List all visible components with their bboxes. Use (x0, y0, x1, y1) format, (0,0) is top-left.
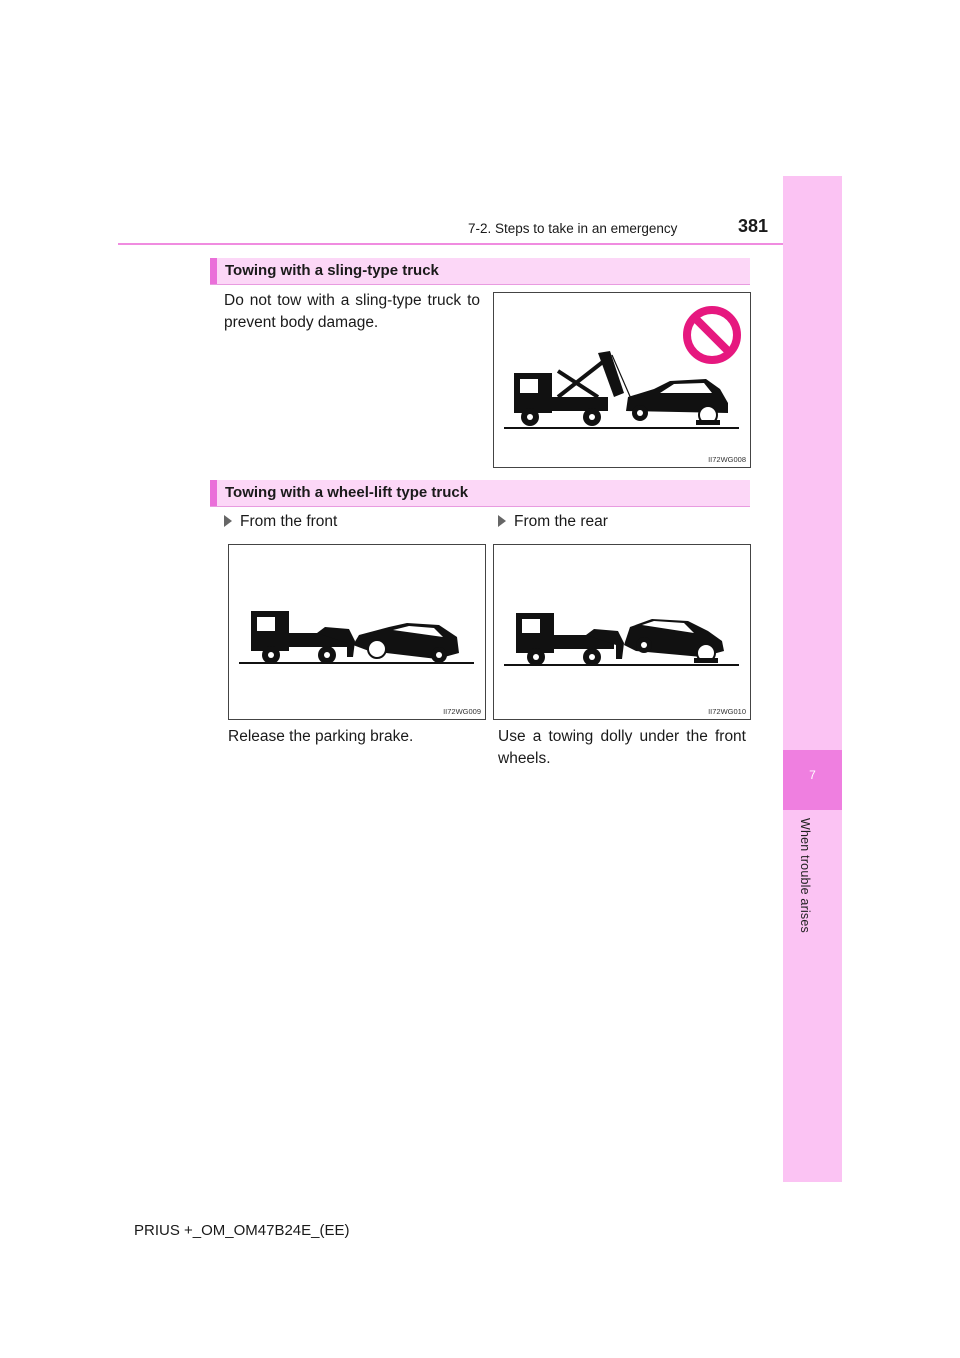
figure-wheel-lift-front (228, 544, 486, 720)
figure-code-sling: II72WG008 (708, 455, 746, 464)
sling-description: Do not tow with a sling-type truck to prevent body damage. (224, 292, 480, 331)
chapter-title: When trouble arises (798, 818, 812, 933)
triangle-bullet-icon (224, 515, 232, 527)
section-title-sling: Towing with a sling-type truck (225, 262, 439, 279)
wheel-lift-rear-illustration (494, 545, 750, 719)
heading-accent-bar (210, 258, 217, 284)
caption-front: Release the parking brake. (228, 728, 414, 745)
figure-sling-truck (493, 292, 751, 468)
wheel-lift-front-illustration (229, 545, 485, 719)
section-title-wheel-lift: Towing with a wheel-lift type truck (225, 484, 469, 501)
label-from-rear-text: From the rear (514, 513, 608, 530)
label-from-front-text: From the front (240, 513, 338, 530)
label-from-front (224, 511, 337, 533)
label-from-rear (498, 511, 608, 533)
figure-code-front: II72WG009 (443, 707, 481, 716)
header-divider (118, 243, 840, 245)
section-heading-sling (210, 258, 750, 285)
page-number: 381 (738, 216, 769, 236)
chapter-number: 7 (809, 768, 816, 782)
triangle-bullet-icon (498, 515, 506, 527)
section-heading-wheel-lift (210, 480, 750, 507)
figure-code-rear: II72WG010 (708, 707, 746, 716)
prohibited-icon (687, 310, 737, 360)
chapter-side-tab (783, 176, 842, 1182)
caption-rear: Use a towing dolly under the front wheels. (498, 728, 746, 767)
heading-accent-bar (210, 480, 217, 506)
sling-truck-illustration (494, 293, 750, 467)
header-section-title: 7-2. Steps to take in an emergency (468, 221, 678, 236)
document-id: PRIUS +_OM_OM47B24E_(EE) (134, 1222, 350, 1239)
figure-wheel-lift-rear (493, 544, 751, 720)
